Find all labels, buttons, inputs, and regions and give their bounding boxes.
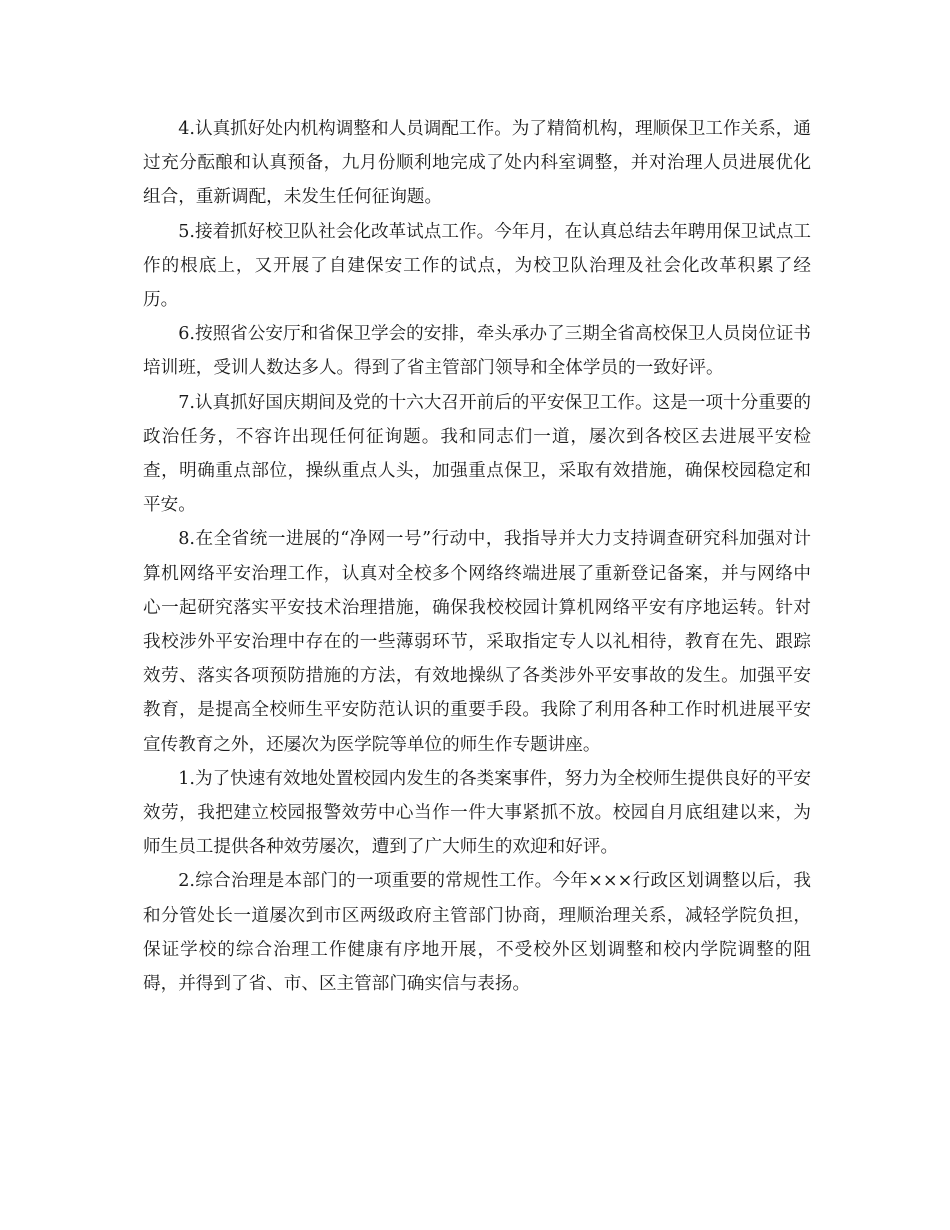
- paragraph-item-2: 2.综合治理是本部门的一项重要的常规性工作。今年×××行政区划调整以后，我和分管处长一道屡次到市区两级政府主管部门协商，理顺治理关系，减轻学院负担，保证学校的综合治理工作健康有序地开展，不受校外区划调整和校内学院调整的阻碍，并得到了省、市、区主管部门确实信与表扬。: [143, 871, 811, 995]
- paragraph-item-8: 8.在全省统一进展的“净网一号”行动中，我指导并大力支持调查研究科加强对计算机网络平安治理工作，认真对全校多个网络终端进展了重新登记备案，并与网络中心一起研究落实平安技术治理措施，确保我校校园计算机网络平安有序地运转。针对我校涉外平安治理中存在的一些薄弱环节，采取指定专人以礼相待，教育在先、跟踪效劳、落实各项预防措施的方法，有效地操纵了各类涉外平安事故的发生。加强平安教育，是提高全校师生平安防范认识的重要手段。我除了利用各种工作时机进展平安宣传教育之外，还屡次为医学院等单位的师生作专题讲座。: [143, 529, 811, 755]
- paragraph-item-6: 6.按照省公安厅和省保卫学会的安排，牵头承办了三期全省高校保卫人员岗位证书培训班，受训人数达多人。得到了省主管部门领导和全体学员的一致好评。: [143, 324, 811, 379]
- paragraph-item-7: 7.认真抓好国庆期间及党的十六大召开前后的平安保卫工作。这是一项十分重要的政治任务，不容许出现任何征询题。我和同志们一道，屡次到各校区去进展平安检查，明确重点部位，操纵重点人头，加强重点保卫，采取有效措施，确保校园稳定和平安。: [143, 392, 811, 516]
- paragraph-item-1: 1.为了快速有效地处置校园内发生的各类案事件，努力为全校师生提供良好的平安效劳，我把建立校园报警效劳中心当作一件大事紧抓不放。校园自月底组建以来，为师生员工提供各种效劳屡次，遭到了广大师生的欢迎和好评。: [143, 768, 811, 858]
- document-body: [143, 112, 811, 1001]
- paragraph-item-4: 4.认真抓好处内机构调整和人员调配工作。为了精简机构，理顺保卫工作关系，通过充分酝酿和认真预备，九月份顺利地完成了处内科室调整，并对治理人员进展优化组合，重新调配，未发生任何征询题。: [143, 119, 811, 208]
- paragraph-item-5: 5.接着抓好校卫队社会化改革试点工作。今年月，在认真总结去年聘用保卫试点工作的根底上，又开展了自建保安工作的试点，为校卫队治理及社会化改革积累了经历。: [143, 221, 811, 311]
